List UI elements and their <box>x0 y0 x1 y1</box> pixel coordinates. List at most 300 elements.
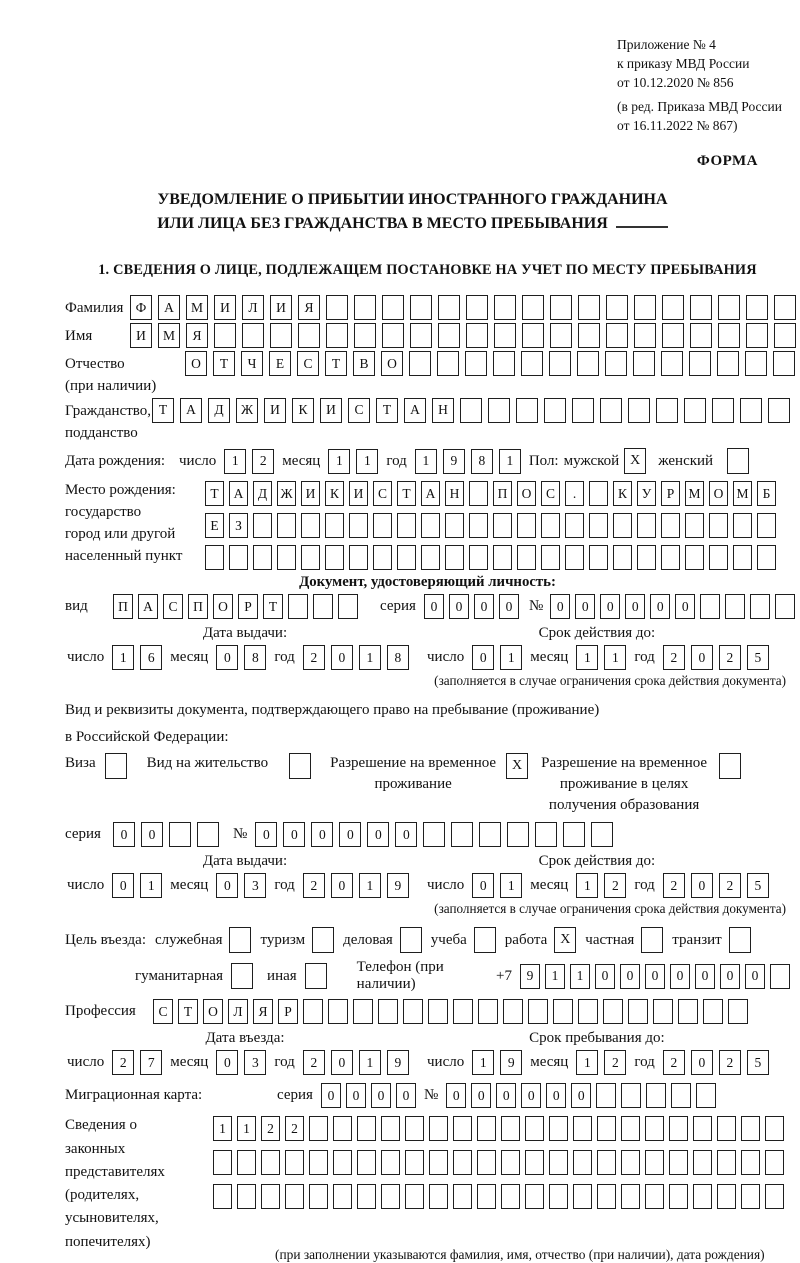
char-box[interactable]: У <box>637 481 656 506</box>
char-box[interactable] <box>397 545 416 570</box>
char-box[interactable] <box>768 398 790 423</box>
char-box[interactable] <box>645 1116 664 1141</box>
char-box[interactable]: С <box>373 481 392 506</box>
char-box[interactable]: 1 <box>328 449 350 474</box>
char-box[interactable]: О <box>517 481 536 506</box>
char-box[interactable]: 2 <box>252 449 274 474</box>
char-box[interactable]: Т <box>205 481 224 506</box>
char-box[interactable] <box>770 964 790 989</box>
char-box[interactable] <box>656 398 678 423</box>
char-box[interactable] <box>503 999 523 1024</box>
char-box[interactable]: 2 <box>303 1050 325 1075</box>
char-box[interactable] <box>453 999 473 1024</box>
char-box[interactable] <box>301 545 320 570</box>
char-box[interactable] <box>453 1184 472 1209</box>
char-box[interactable] <box>741 1116 760 1141</box>
char-box[interactable] <box>606 323 628 348</box>
char-box[interactable]: 1 <box>213 1116 232 1141</box>
char-box[interactable]: Т <box>263 594 283 619</box>
char-box[interactable] <box>597 1116 616 1141</box>
char-box[interactable]: И <box>264 398 286 423</box>
char-box[interactable]: 2 <box>719 1050 741 1075</box>
char-box[interactable] <box>423 822 445 847</box>
char-box[interactable] <box>479 822 501 847</box>
char-box[interactable] <box>605 351 627 376</box>
residence-permit-checkbox[interactable] <box>289 753 311 779</box>
char-box[interactable] <box>717 351 739 376</box>
char-box[interactable]: 9 <box>500 1050 522 1075</box>
char-box[interactable] <box>501 1184 520 1209</box>
char-box[interactable] <box>709 545 728 570</box>
char-box[interactable]: Ф <box>130 295 152 320</box>
char-box[interactable]: 0 <box>650 594 670 619</box>
char-box[interactable] <box>469 513 488 538</box>
char-box[interactable] <box>745 351 767 376</box>
char-box[interactable] <box>353 999 373 1024</box>
char-box[interactable]: 0 <box>521 1083 541 1108</box>
char-box[interactable] <box>277 545 296 570</box>
char-box[interactable]: 2 <box>604 873 626 898</box>
char-box[interactable] <box>521 351 543 376</box>
char-box[interactable]: 2 <box>303 873 325 898</box>
char-box[interactable] <box>478 999 498 1024</box>
char-box[interactable] <box>690 295 712 320</box>
char-box[interactable]: А <box>180 398 202 423</box>
temp-permit-education-checkbox[interactable] <box>719 753 741 779</box>
char-box[interactable] <box>410 295 432 320</box>
purpose-other-checkbox[interactable] <box>305 963 327 989</box>
char-box[interactable] <box>525 1184 544 1209</box>
char-box[interactable] <box>507 822 529 847</box>
char-box[interactable] <box>746 323 768 348</box>
char-box[interactable]: 9 <box>520 964 540 989</box>
char-box[interactable] <box>696 1083 716 1108</box>
char-box[interactable] <box>445 545 464 570</box>
char-box[interactable]: 0 <box>255 822 277 847</box>
char-box[interactable]: М <box>685 481 704 506</box>
char-box[interactable] <box>549 1116 568 1141</box>
char-box[interactable]: С <box>163 594 183 619</box>
char-box[interactable]: 0 <box>472 873 494 898</box>
char-box[interactable]: Т <box>376 398 398 423</box>
char-box[interactable]: З <box>229 513 248 538</box>
char-box[interactable]: С <box>348 398 370 423</box>
char-box[interactable]: А <box>158 295 180 320</box>
char-box[interactable]: Н <box>445 481 464 506</box>
char-box[interactable]: 5 <box>747 645 769 670</box>
char-box[interactable]: С <box>297 351 319 376</box>
char-box[interactable]: 0 <box>216 645 238 670</box>
char-box[interactable]: 2 <box>112 1050 134 1075</box>
char-box[interactable] <box>438 323 460 348</box>
char-box[interactable]: И <box>349 481 368 506</box>
char-box[interactable]: К <box>613 481 632 506</box>
char-box[interactable]: Е <box>269 351 291 376</box>
char-box[interactable] <box>428 999 448 1024</box>
purpose-transit-checkbox[interactable] <box>729 927 751 953</box>
char-box[interactable] <box>709 513 728 538</box>
char-box[interactable] <box>669 1116 688 1141</box>
char-box[interactable] <box>382 295 404 320</box>
char-box[interactable] <box>685 545 704 570</box>
char-box[interactable]: 9 <box>443 449 465 474</box>
char-box[interactable] <box>633 351 655 376</box>
char-box[interactable]: 9 <box>387 873 409 898</box>
char-box[interactable] <box>421 513 440 538</box>
char-box[interactable]: 0 <box>424 594 444 619</box>
char-box[interactable]: 2 <box>261 1116 280 1141</box>
char-box[interactable]: С <box>153 999 173 1024</box>
char-box[interactable]: 0 <box>474 594 494 619</box>
char-box[interactable]: М <box>158 323 180 348</box>
char-box[interactable] <box>662 295 684 320</box>
char-box[interactable]: И <box>320 398 342 423</box>
char-box[interactable]: 0 <box>216 873 238 898</box>
char-box[interactable]: О <box>213 594 233 619</box>
char-box[interactable]: 1 <box>500 873 522 898</box>
char-box[interactable] <box>700 594 720 619</box>
char-box[interactable] <box>325 545 344 570</box>
char-box[interactable] <box>303 999 323 1024</box>
char-box[interactable]: Л <box>228 999 248 1024</box>
char-box[interactable] <box>661 545 680 570</box>
purpose-work-checkbox[interactable]: X <box>554 927 576 953</box>
char-box[interactable] <box>493 351 515 376</box>
char-box[interactable]: 1 <box>472 1050 494 1075</box>
char-box[interactable] <box>684 398 706 423</box>
char-box[interactable] <box>577 351 599 376</box>
char-box[interactable] <box>544 398 566 423</box>
char-box[interactable]: 0 <box>745 964 765 989</box>
char-box[interactable] <box>718 323 740 348</box>
char-box[interactable] <box>565 545 584 570</box>
char-box[interactable]: 0 <box>216 1050 238 1075</box>
char-box[interactable]: 1 <box>576 645 598 670</box>
char-box[interactable] <box>205 545 224 570</box>
char-box[interactable]: 0 <box>675 594 695 619</box>
char-box[interactable] <box>549 1184 568 1209</box>
char-box[interactable] <box>517 513 536 538</box>
char-box[interactable] <box>357 1184 376 1209</box>
char-box[interactable]: 2 <box>719 645 741 670</box>
char-box[interactable] <box>589 481 608 506</box>
char-box[interactable] <box>494 323 516 348</box>
char-box[interactable] <box>237 1184 256 1209</box>
char-box[interactable] <box>549 351 571 376</box>
char-box[interactable]: 8 <box>471 449 493 474</box>
char-box[interactable]: К <box>292 398 314 423</box>
char-box[interactable] <box>550 295 572 320</box>
char-box[interactable] <box>285 1184 304 1209</box>
char-box[interactable]: 0 <box>283 822 305 847</box>
char-box[interactable]: В <box>353 351 375 376</box>
char-box[interactable] <box>621 1184 640 1209</box>
char-box[interactable]: А <box>229 481 248 506</box>
char-box[interactable] <box>621 1083 641 1108</box>
char-box[interactable] <box>600 398 622 423</box>
char-box[interactable]: 0 <box>600 594 620 619</box>
char-box[interactable] <box>437 351 459 376</box>
char-box[interactable]: 0 <box>691 645 713 670</box>
char-box[interactable]: Л <box>242 295 264 320</box>
char-box[interactable] <box>541 545 560 570</box>
char-box[interactable] <box>589 545 608 570</box>
char-box[interactable] <box>229 545 248 570</box>
char-box[interactable] <box>712 398 734 423</box>
char-box[interactable]: 0 <box>499 594 519 619</box>
char-box[interactable] <box>409 351 431 376</box>
char-box[interactable]: П <box>188 594 208 619</box>
char-box[interactable]: О <box>381 351 403 376</box>
char-box[interactable] <box>465 351 487 376</box>
char-box[interactable] <box>637 545 656 570</box>
char-box[interactable]: 0 <box>339 822 361 847</box>
char-box[interactable] <box>451 822 473 847</box>
char-box[interactable] <box>597 1184 616 1209</box>
char-box[interactable]: 1 <box>570 964 590 989</box>
char-box[interactable]: М <box>186 295 208 320</box>
char-box[interactable]: И <box>270 295 292 320</box>
char-box[interactable] <box>718 295 740 320</box>
char-box[interactable]: И <box>130 323 152 348</box>
char-box[interactable]: 0 <box>446 1083 466 1108</box>
char-box[interactable] <box>661 351 683 376</box>
char-box[interactable]: 3 <box>244 873 266 898</box>
char-box[interactable]: 1 <box>356 449 378 474</box>
char-box[interactable]: О <box>185 351 207 376</box>
char-box[interactable]: 2 <box>663 873 685 898</box>
char-box[interactable]: Е <box>205 513 224 538</box>
char-box[interactable]: 1 <box>359 645 381 670</box>
char-box[interactable]: Т <box>152 398 174 423</box>
char-box[interactable] <box>750 594 770 619</box>
char-box[interactable] <box>501 1116 520 1141</box>
char-box[interactable] <box>522 323 544 348</box>
char-box[interactable]: 0 <box>311 822 333 847</box>
char-box[interactable]: 6 <box>140 645 162 670</box>
char-box[interactable] <box>589 513 608 538</box>
char-box[interactable] <box>517 545 536 570</box>
char-box[interactable] <box>765 1184 784 1209</box>
char-box[interactable]: Т <box>325 351 347 376</box>
char-box[interactable] <box>516 398 538 423</box>
char-box[interactable] <box>613 545 632 570</box>
char-box[interactable] <box>661 513 680 538</box>
char-box[interactable]: 0 <box>691 1050 713 1075</box>
char-box[interactable] <box>378 999 398 1024</box>
char-box[interactable] <box>765 1116 784 1141</box>
char-box[interactable] <box>740 398 762 423</box>
char-box[interactable] <box>328 999 348 1024</box>
char-box[interactable]: 0 <box>550 594 570 619</box>
char-box[interactable] <box>326 295 348 320</box>
char-box[interactable] <box>550 323 572 348</box>
char-box[interactable]: Т <box>213 351 235 376</box>
char-box[interactable] <box>397 513 416 538</box>
purpose-service-checkbox[interactable] <box>229 927 251 953</box>
char-box[interactable]: 3 <box>244 1050 266 1075</box>
char-box[interactable]: 7 <box>140 1050 162 1075</box>
char-box[interactable]: Д <box>208 398 230 423</box>
char-box[interactable]: 1 <box>112 645 134 670</box>
char-box[interactable] <box>333 1116 352 1141</box>
visa-checkbox[interactable] <box>105 753 127 779</box>
purpose-private-checkbox[interactable] <box>641 927 663 953</box>
char-box[interactable]: 0 <box>496 1083 516 1108</box>
char-box[interactable] <box>634 323 656 348</box>
char-box[interactable] <box>373 545 392 570</box>
char-box[interactable]: И <box>214 295 236 320</box>
char-box[interactable] <box>477 1116 496 1141</box>
char-box[interactable]: . <box>565 481 584 506</box>
char-box[interactable] <box>757 513 776 538</box>
char-box[interactable]: А <box>404 398 426 423</box>
char-box[interactable] <box>309 1116 328 1141</box>
char-box[interactable] <box>438 295 460 320</box>
char-box[interactable] <box>565 513 584 538</box>
char-box[interactable]: 0 <box>645 964 665 989</box>
char-box[interactable]: 0 <box>695 964 715 989</box>
char-box[interactable] <box>421 545 440 570</box>
char-box[interactable] <box>591 822 613 847</box>
char-box[interactable] <box>326 323 348 348</box>
char-box[interactable]: 0 <box>367 822 389 847</box>
char-box[interactable]: Р <box>238 594 258 619</box>
char-box[interactable] <box>253 513 272 538</box>
char-box[interactable] <box>373 513 392 538</box>
char-box[interactable]: 1 <box>576 1050 598 1075</box>
char-box[interactable]: 0 <box>331 645 353 670</box>
char-box[interactable]: 0 <box>575 594 595 619</box>
char-box[interactable]: 0 <box>331 1050 353 1075</box>
char-box[interactable] <box>410 323 432 348</box>
char-box[interactable]: 0 <box>449 594 469 619</box>
char-box[interactable] <box>572 398 594 423</box>
char-box[interactable]: 0 <box>371 1083 391 1108</box>
char-box[interactable] <box>213 1184 232 1209</box>
char-box[interactable] <box>349 513 368 538</box>
char-box[interactable] <box>453 1116 472 1141</box>
char-box[interactable] <box>214 323 236 348</box>
char-box[interactable] <box>429 1116 448 1141</box>
char-box[interactable] <box>288 594 308 619</box>
char-box[interactable]: 1 <box>415 449 437 474</box>
char-box[interactable] <box>613 513 632 538</box>
char-box[interactable] <box>553 999 573 1024</box>
char-box[interactable] <box>169 822 191 847</box>
char-box[interactable] <box>405 1184 424 1209</box>
purpose-tourism-checkbox[interactable] <box>312 927 334 953</box>
char-box[interactable] <box>693 1184 712 1209</box>
char-box[interactable] <box>689 351 711 376</box>
char-box[interactable] <box>405 1116 424 1141</box>
sex-female-checkbox[interactable] <box>727 448 749 474</box>
char-box[interactable]: Б <box>757 481 776 506</box>
char-box[interactable]: 0 <box>691 873 713 898</box>
char-box[interactable] <box>757 545 776 570</box>
char-box[interactable]: Т <box>178 999 198 1024</box>
char-box[interactable]: О <box>709 481 728 506</box>
char-box[interactable] <box>522 295 544 320</box>
char-box[interactable]: 0 <box>112 873 134 898</box>
char-box[interactable]: К <box>325 481 344 506</box>
char-box[interactable]: 8 <box>244 645 266 670</box>
char-box[interactable] <box>733 513 752 538</box>
char-box[interactable]: 2 <box>663 1050 685 1075</box>
char-box[interactable]: 0 <box>331 873 353 898</box>
char-box[interactable] <box>349 545 368 570</box>
char-box[interactable] <box>403 999 423 1024</box>
char-box[interactable] <box>242 323 264 348</box>
char-box[interactable] <box>669 1184 688 1209</box>
char-box[interactable]: Я <box>298 295 320 320</box>
char-box[interactable]: 0 <box>141 822 163 847</box>
char-box[interactable]: 1 <box>500 645 522 670</box>
purpose-study-checkbox[interactable] <box>474 927 496 953</box>
char-box[interactable]: 5 <box>747 873 769 898</box>
char-box[interactable] <box>690 323 712 348</box>
char-box[interactable] <box>493 545 512 570</box>
char-box[interactable] <box>469 481 488 506</box>
char-box[interactable] <box>685 513 704 538</box>
char-box[interactable]: 0 <box>620 964 640 989</box>
char-box[interactable] <box>678 999 698 1024</box>
char-box[interactable] <box>671 1083 691 1108</box>
char-box[interactable] <box>354 295 376 320</box>
char-box[interactable] <box>313 594 333 619</box>
char-box[interactable] <box>381 1184 400 1209</box>
char-box[interactable] <box>628 999 648 1024</box>
char-box[interactable] <box>774 323 796 348</box>
char-box[interactable]: 1 <box>359 873 381 898</box>
char-box[interactable]: А <box>421 481 440 506</box>
blank-underline[interactable] <box>616 216 668 228</box>
char-box[interactable] <box>746 295 768 320</box>
char-box[interactable] <box>429 1184 448 1209</box>
char-box[interactable] <box>477 1184 496 1209</box>
char-box[interactable] <box>460 398 482 423</box>
char-box[interactable]: Ч <box>241 351 263 376</box>
char-box[interactable] <box>466 323 488 348</box>
char-box[interactable]: 2 <box>285 1116 304 1141</box>
char-box[interactable]: 1 <box>237 1116 256 1141</box>
char-box[interactable] <box>717 1184 736 1209</box>
char-box[interactable]: 1 <box>604 645 626 670</box>
char-box[interactable] <box>466 295 488 320</box>
char-box[interactable] <box>703 999 723 1024</box>
char-box[interactable] <box>662 323 684 348</box>
char-box[interactable]: 0 <box>471 1083 491 1108</box>
char-box[interactable] <box>578 323 600 348</box>
char-box[interactable] <box>621 1116 640 1141</box>
char-box[interactable]: 2 <box>604 1050 626 1075</box>
char-box[interactable] <box>528 999 548 1024</box>
char-box[interactable] <box>381 1116 400 1141</box>
char-box[interactable] <box>535 822 557 847</box>
char-box[interactable] <box>693 1116 712 1141</box>
char-box[interactable] <box>525 1116 544 1141</box>
char-box[interactable] <box>354 323 376 348</box>
char-box[interactable]: 0 <box>546 1083 566 1108</box>
char-box[interactable]: Т <box>397 481 416 506</box>
char-box[interactable] <box>469 545 488 570</box>
char-box[interactable] <box>578 295 600 320</box>
char-box[interactable]: 1 <box>545 964 565 989</box>
char-box[interactable] <box>717 1116 736 1141</box>
char-box[interactable] <box>596 1083 616 1108</box>
char-box[interactable]: Я <box>186 323 208 348</box>
char-box[interactable]: 0 <box>571 1083 591 1108</box>
